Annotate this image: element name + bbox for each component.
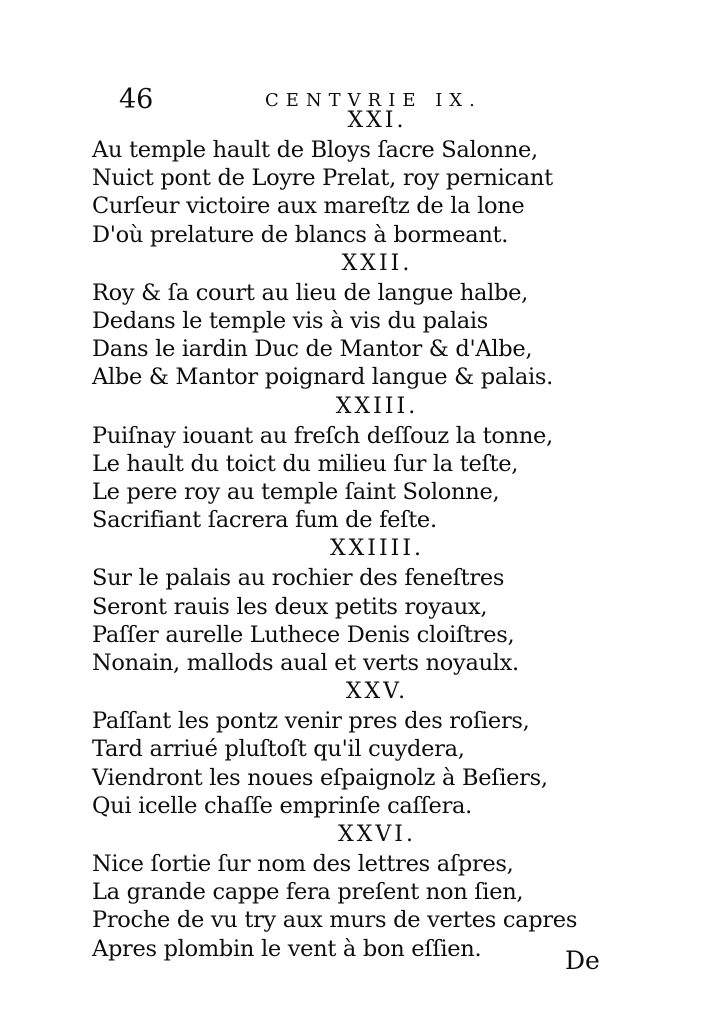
verse-line: Le pere roy au temple ſaint Solonne, <box>92 479 500 506</box>
verse-line: Nuict pont de Loyre Prelat, roy pernicant <box>92 165 553 192</box>
verse-line: Le hault du toict du milieu ſur la teſte, <box>92 450 519 477</box>
verse-line: Paſſant les pontz venir pres des roſiers, <box>92 708 530 735</box>
verse-line: Sur le palais au rochier des feneſtres <box>92 565 505 592</box>
verse-line: Viendront les noues eſpaignolz à Beſiers, <box>92 764 548 791</box>
quatrain <box>92 249 572 392</box>
quatrain <box>92 677 572 820</box>
verse-line: Nice ſortie ſur nom des lettres aſpres, <box>92 851 514 878</box>
catchword: De <box>565 946 600 975</box>
verse-line: Nonain, mallods aual et verts noyaulx. <box>92 650 519 677</box>
verse-line: Paſſer aurelle Luthece Denis cloiſtres, <box>92 621 515 648</box>
verse-line: Proche de vu try aux murs de vertes capres <box>92 907 578 934</box>
verse-line: Curſeur victoire aux mareſtz de la lone <box>92 193 525 220</box>
page-number: 46 <box>119 84 154 115</box>
quatrain-number: XXVI. <box>338 822 416 848</box>
verse-line: Apres plombin le vent à bon eſſien. <box>92 935 482 962</box>
quatrain-number: XXIIII. <box>329 536 425 562</box>
verse-line: Qui icelle chaſſe emprinſe caſſera. <box>92 792 472 819</box>
verse-line: Albe & Mantor poignard langue & palais. <box>92 364 553 391</box>
verse-line: Dans le iardin Duc de Mantor & d'Albe, <box>92 336 533 363</box>
verse-line: Dedans le temple vis à vis du palais <box>92 308 488 335</box>
quatrain <box>92 820 578 963</box>
page-body <box>92 106 578 963</box>
quatrain <box>92 392 572 535</box>
verse-line: Roy & ſa court au lieu de langue halbe, <box>92 279 529 306</box>
verse-line: La grande cappe fera preſent non ſien, <box>92 879 524 906</box>
verse-line: Tard arriué pluſtoſt qu'il cuydera, <box>92 736 465 763</box>
quatrain <box>92 106 572 249</box>
verse-line: Sacrifiant ſacrera fum de feſte. <box>92 507 437 534</box>
verse-line: D'où prelature de blancs à bormeant. <box>92 221 509 248</box>
quatrain-number: XXI. <box>347 108 407 133</box>
verse-line: Puiſnay iouant au freſch deſſouz la tonne, <box>92 422 553 449</box>
quatrain-number: XXIII. <box>335 393 419 419</box>
quatrain-number: XXV. <box>345 679 409 705</box>
verse-line: Seront rauis les deux petits royaux, <box>92 593 488 620</box>
running-title: CENTVRIE IX. <box>265 90 482 111</box>
verse-line: Au temple hault de Bloys ſacre Salonne, <box>92 137 538 163</box>
quatrain-number: XXII. <box>341 250 413 276</box>
quatrain <box>92 534 572 677</box>
